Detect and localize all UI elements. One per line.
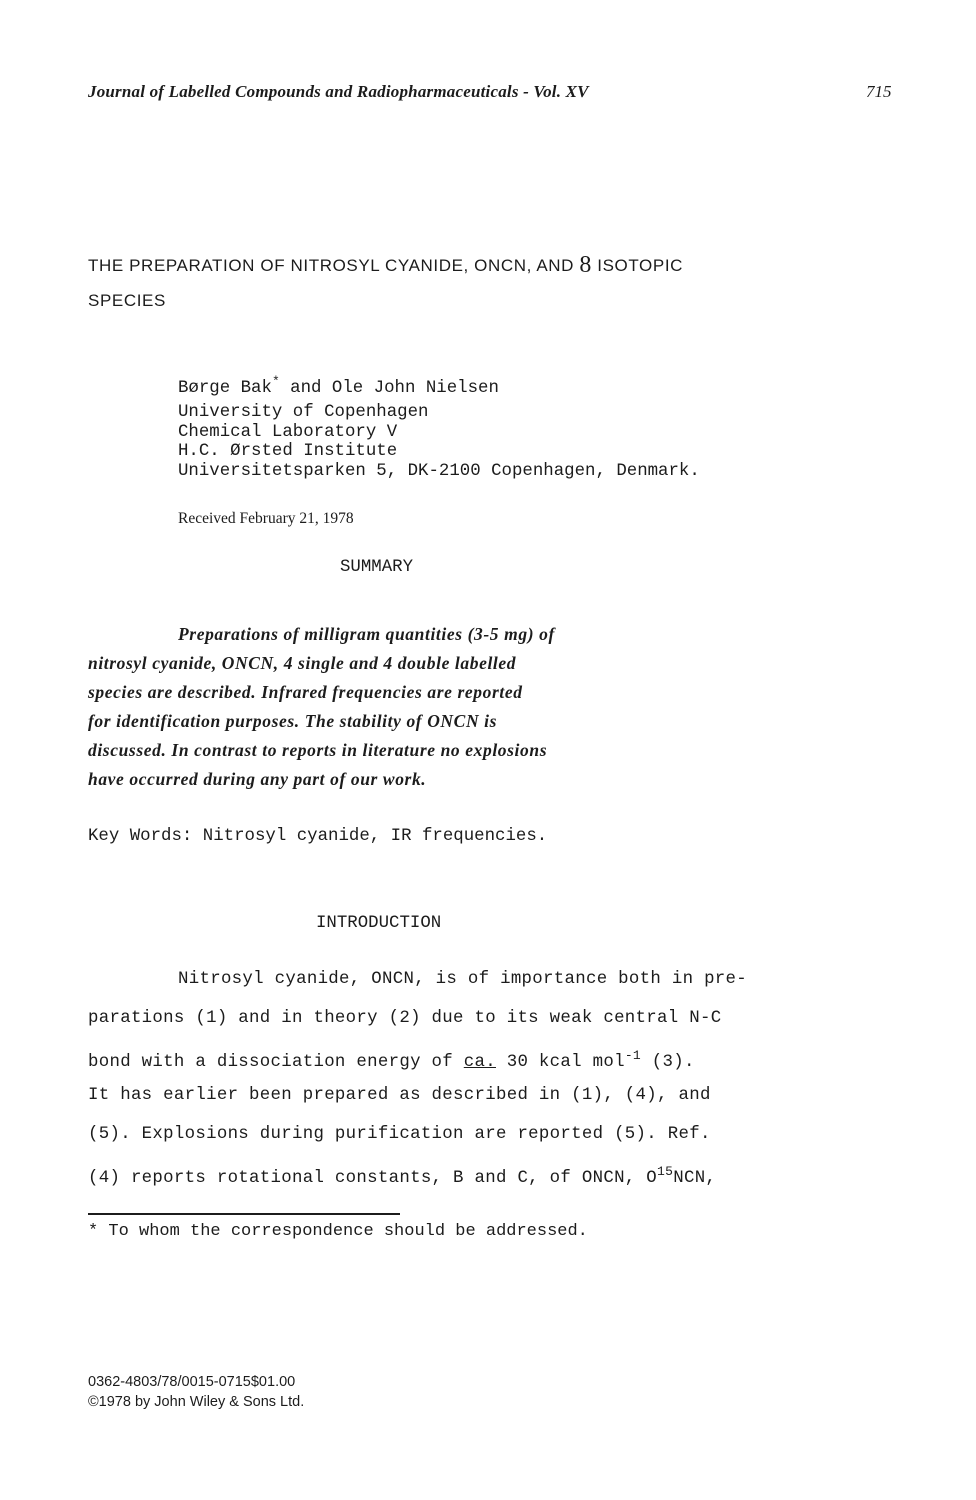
corresponding-mark: * xyxy=(271,374,280,389)
body-line: Nitrosyl cyanide, ONCN, is of importance both in pre- xyxy=(178,970,748,989)
body-line: It has earlier been prepared as described in (1), (4), and xyxy=(88,1086,711,1105)
affiliation-line: Chemical Laboratory V xyxy=(178,423,398,442)
author-2: and Ole John Nielsen xyxy=(279,378,499,398)
summary-line: species are described. Infrared frequencies are reported xyxy=(88,682,523,702)
summary-line: Preparations of milligram quantities (3-5 mg) of xyxy=(178,624,555,644)
superscript: -1 xyxy=(624,1048,642,1063)
affiliation-line: Universitetsparken 5, DK-2100 Copenhagen, Denmark. xyxy=(178,462,700,481)
introduction-heading: INTRODUCTION xyxy=(316,914,442,933)
title-number: 8 xyxy=(579,252,592,278)
body-text: 30 kcal mol xyxy=(495,1052,625,1072)
body-line: parations (1) and in theory (2) due to its weak central N-C xyxy=(88,1009,722,1028)
summary-line: discussed. In contrast to reports in literature no explosions xyxy=(88,740,548,760)
page-number: 715 xyxy=(866,82,892,101)
summary-abstract xyxy=(88,620,555,794)
summary-line: for identification purposes. The stability of ONCN is xyxy=(88,711,498,731)
summary-line: have occurred during any part of our work. xyxy=(88,769,427,789)
article-code: 0362-4803/78/0015-0715$01.00 xyxy=(88,1374,296,1390)
affiliation-line: University of Copenhagen xyxy=(178,403,429,422)
footnote: * To whom the correspondence should be addressed. xyxy=(88,1222,588,1241)
body-text-underlined: ca. xyxy=(463,1052,496,1072)
keywords: Key Words: Nitrosyl cyanide, IR frequencies. xyxy=(88,827,548,846)
author-1: Børge Bak xyxy=(178,378,272,398)
body-text: NCN, xyxy=(673,1168,717,1188)
title-text-pre: THE PREPARATION OF NITROSYL CYANIDE, ONCN, AND xyxy=(88,256,575,275)
superscript: 15 xyxy=(657,1164,674,1179)
affiliation-line: H.C. Ørsted Institute xyxy=(178,442,398,461)
author-names xyxy=(178,374,499,398)
body-text: (4) reports rotational constants, B and C, of ONCN, O xyxy=(88,1168,658,1188)
copyright-block xyxy=(88,1372,304,1412)
paper-title-line2: SPECIES xyxy=(88,291,166,310)
body-line: (5). Explosions during purification are reported (5). Ref. xyxy=(88,1125,711,1144)
journal-header: Journal of Labelled Compounds and Radiopharmaceuticals - Vol. XV xyxy=(88,82,589,101)
summary-heading: SUMMARY xyxy=(340,558,414,577)
title-text-post: ISOTOPIC xyxy=(597,256,684,275)
body-line xyxy=(88,1048,695,1072)
copyright-notice: ©1978 by John Wiley & Sons Ltd. xyxy=(88,1394,305,1410)
footnote-rule xyxy=(88,1213,400,1215)
body-line xyxy=(88,1164,716,1188)
paper-title-line1 xyxy=(88,252,683,279)
body-text: (3). xyxy=(641,1052,695,1072)
summary-line: nitrosyl cyanide, ONCN, 4 single and 4 double labelled xyxy=(88,653,517,673)
body-text: bond with a dissociation energy of xyxy=(88,1052,464,1072)
received-date: Received February 21, 1978 xyxy=(178,510,354,527)
